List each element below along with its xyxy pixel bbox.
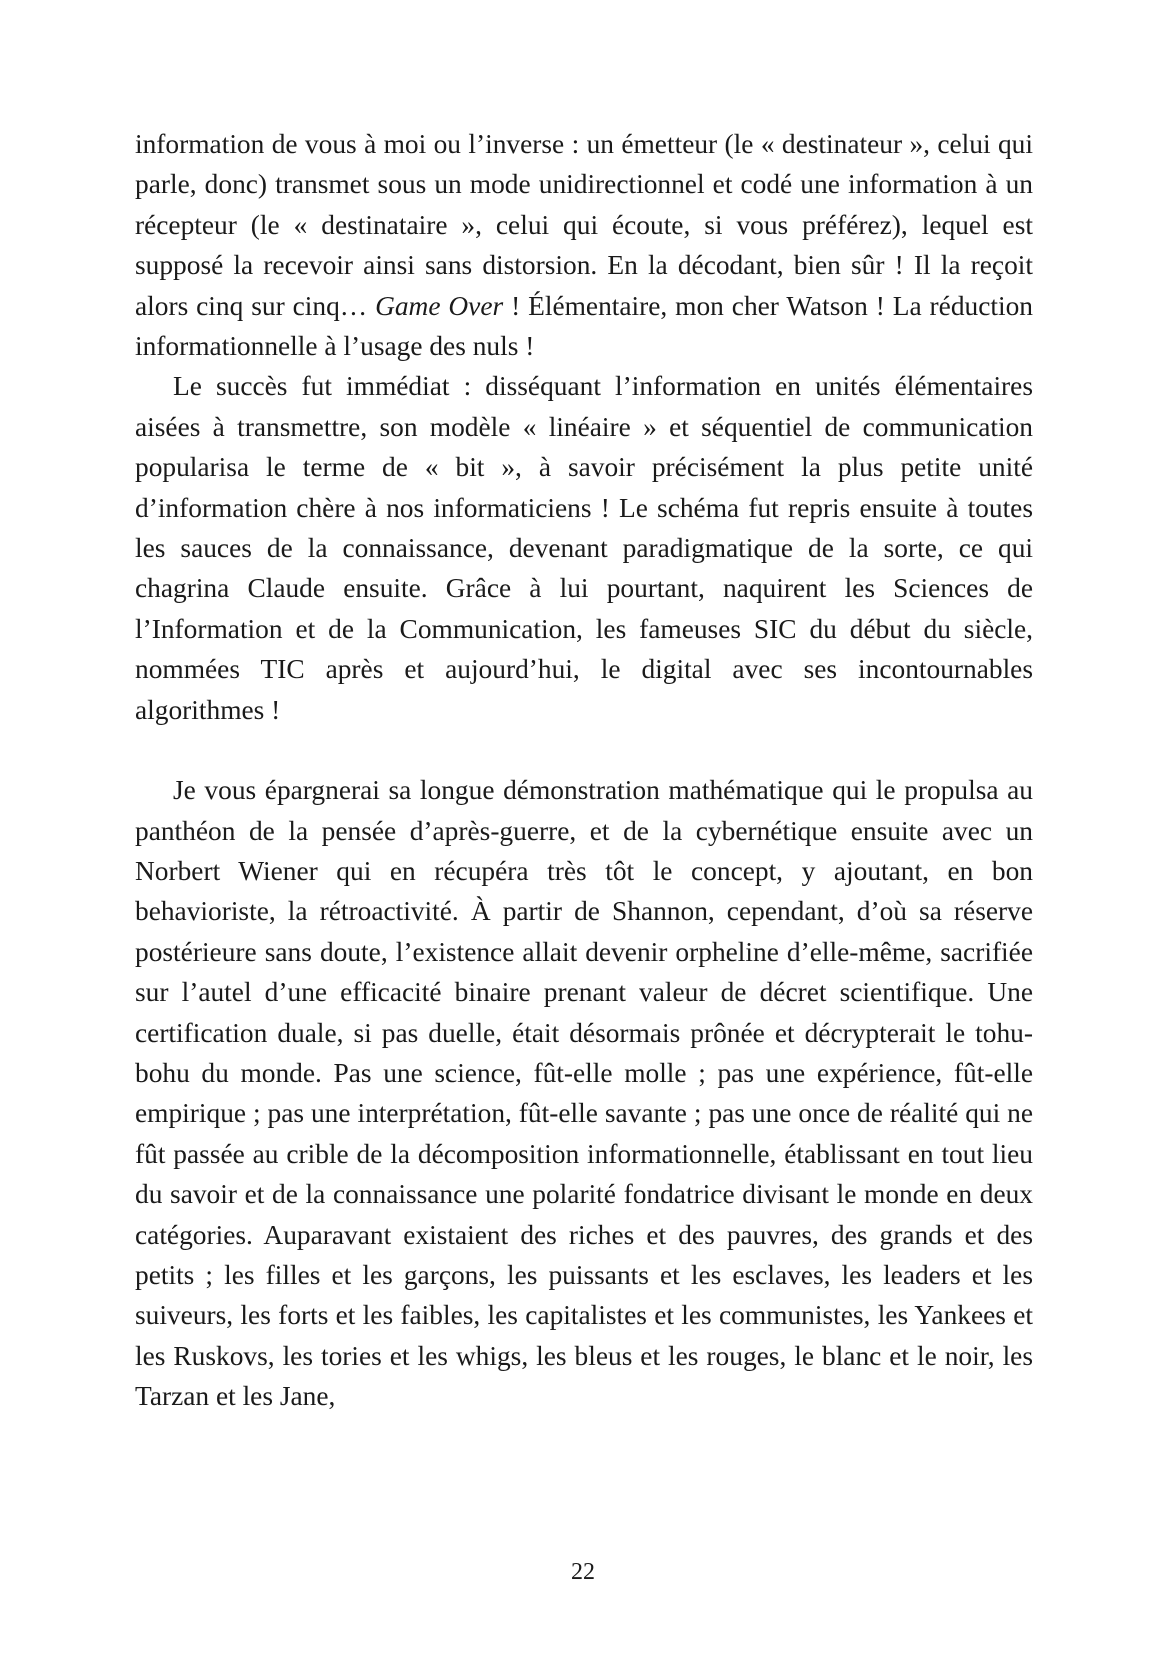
paragraph-1-italic: Game Over [375, 290, 504, 321]
paragraph-1 [135, 124, 1033, 366]
page-number: 22 [571, 1559, 595, 1585]
paragraph-1-text-b: ! Élémentaire, mon cher Watson ! La réduction informationnelle à l’usage des nuls ! [135, 290, 1033, 362]
page-body [135, 124, 1033, 1417]
paragraph-3: Je vous épargnerai sa longue démonstration mathématique qui le propulsa au panthéon de la pensée d’après-guerre, et de la cybernétique ensuite avec un Norbert Wiener qui en récupéra très tôt le concept, y ajoutant, en bon behavioriste, la rétroactivité. À partir de Shannon, cependant, d’où sa réserve postérieure sans doute, l’existence allait devenir orpheline d’elle-même, sacrifiée sur l’autel d’une efficacité binaire prenant valeur de décret scientifique. Une certification duale, si pas duelle, était désormais prônée et décrypterait le tohu-bohu du monde. Pas une science, fût-elle molle ; pas une expérience, fût-elle empirique ; pas une interprétation, fût-elle savante ; pas une once de réalité qui ne fût passée au crible de la décomposition informationnelle, établissant en tout lieu du savoir et de la connaissance une polarité fondatrice divisant le monde en deux catégories. Auparavant existaient des riches et des pauvres, des grands et des petits ; les filles et les garçons, les puissants et les esclaves, les leaders et les suiveurs, les forts et les faibles, les capitalistes et les communistes, les Yankees et les Ruskovs, les tories et les whigs, les bleus et les rouges, le blanc et le noir, les Tarzan et les Jane, [135, 775, 1033, 1412]
paragraph-2: Le succès fut immédiat : disséquant l’information en unités élémentaires aisées à transmettre, son modèle « linéaire » et séquentiel de communication popularisa le terme de « bit », à savoir précisément la plus petite unité d’information chère à nos informaticiens ! Le schéma fut repris ensuite à toutes les sauces de la connaissance, devenant paradigmatique de la sorte, ce qui chagrina Claude ensuite. Grâce à lui pourtant, naquirent les Sciences de l’Information et de la Communication, les fameuses SIC du début du siècle, nommées TIC après et aujourd’hui, le digital avec ses incontournables algorithmes ! [135, 371, 1033, 725]
paragraph-1-text-a: information de vous à moi ou l’inverse : un émetteur (le « destinateur », celui qui parle, donc) transmet sous un mode unidirectionnel et codé une information à un récepteur (le « destinataire », celui qui écoute, si vous préférez), lequel est supposé la recevoir ainsi sans distorsion. En la décodant, bien sûr ! Il la reçoit alors cinq sur cinq… [135, 129, 1033, 321]
